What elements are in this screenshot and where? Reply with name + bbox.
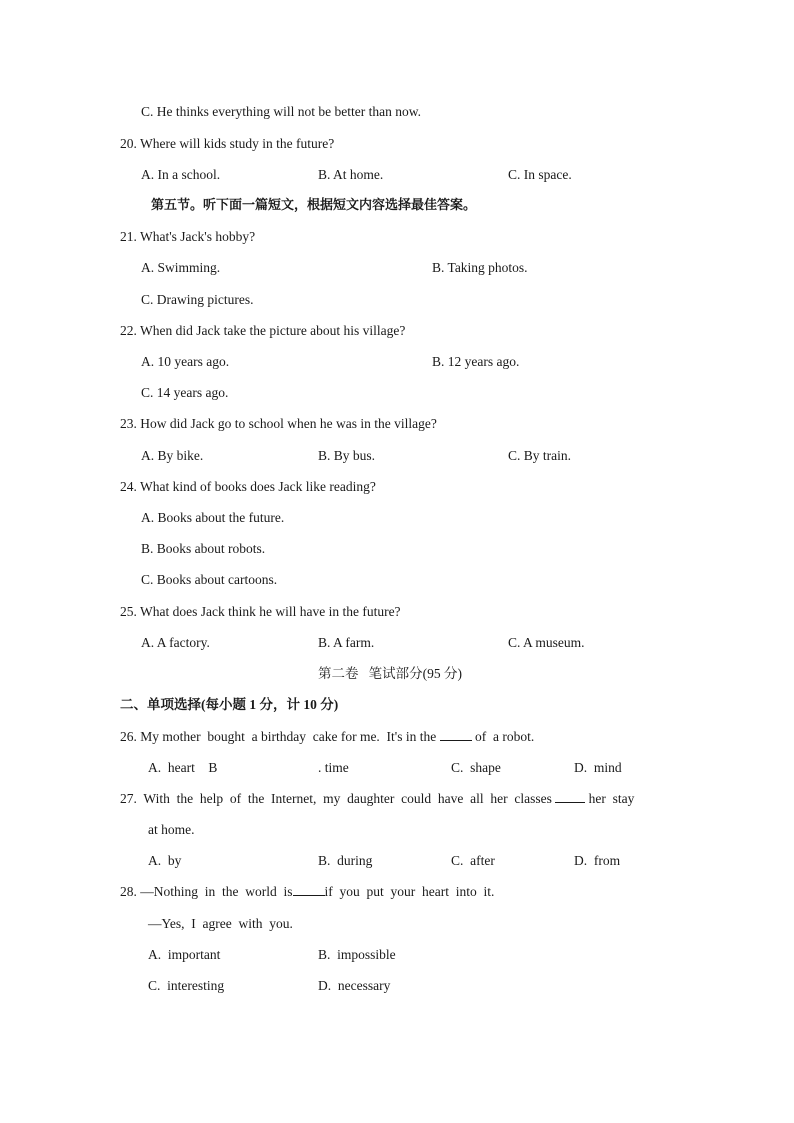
- q28-option-d: D. necessary: [318, 978, 391, 993]
- q26-option-c: C. shape: [451, 760, 501, 775]
- q25-option-c: C. A museum.: [508, 635, 585, 650]
- section2-heading: 二、单项选择(每小题 1 分，计 10 分): [120, 697, 339, 712]
- q22-option-a: A. 10 years ago.: [141, 354, 230, 369]
- q26-answer-blank: [440, 728, 472, 741]
- q28-option-b: B. impossible: [318, 947, 396, 962]
- q22-option-c: C. 14 years ago.: [141, 385, 229, 400]
- section5-heading: 第五节。听下面一篇短文，根据短文内容选择最佳答案。: [151, 198, 477, 213]
- q20-option-c: C. In space.: [508, 167, 572, 182]
- q28-question-start: 28. —Nothing in the world is: [120, 884, 293, 899]
- q24-option-b: B. Books about robots.: [141, 541, 266, 556]
- q25-question: 25. What does Jack think he will have in the future?: [120, 604, 401, 619]
- q28-answer-blank: [293, 883, 325, 896]
- q26-question-end: of a robot.: [471, 729, 535, 744]
- q28-reply: —Yes, I agree with you.: [148, 916, 293, 931]
- q19-option-c: C. He thinks everything will not be better than now.: [141, 104, 421, 119]
- q21-option-b: B. Taking photos.: [432, 260, 528, 275]
- q22-option-b: B. 12 years ago.: [432, 354, 520, 369]
- q21-option-c: C. Drawing pictures.: [141, 292, 254, 307]
- q27-option-d: D. from: [574, 853, 621, 868]
- q26-option-d: D. mind: [574, 760, 622, 775]
- q27-question-continued: at home.: [148, 822, 195, 837]
- q28-question: [120, 883, 494, 901]
- q24-question: 24. What kind of books does Jack like reading?: [120, 479, 376, 494]
- q28-option-c: C. interesting: [148, 978, 225, 993]
- q27-answer-blank: [555, 790, 585, 803]
- q23-option-c: C. By train.: [508, 448, 571, 463]
- q26-question: [120, 728, 534, 746]
- q20-option-b: B. At home.: [318, 167, 384, 182]
- q28-question-end: if you put your heart into it.: [324, 884, 495, 899]
- q23-option-a: A. By bike.: [141, 448, 204, 463]
- q24-option-a: A. Books about the future.: [141, 510, 285, 525]
- q23-option-b: B. By bus.: [318, 448, 376, 463]
- q20-option-a: A. In a school.: [141, 167, 221, 182]
- q27-question-start: 27. With the help of the Internet, my daughter could have all her classes: [120, 791, 556, 806]
- q23-question: 23. How did Jack go to school when he was in the village?: [120, 416, 437, 431]
- q27-question: [120, 790, 634, 808]
- q26-option-b-rest: . time: [318, 760, 349, 775]
- q27-option-b: B. during: [318, 853, 373, 868]
- q25-option-a: A. A factory.: [141, 635, 210, 650]
- q21-question: 21. What's Jack's hobby?: [120, 229, 256, 244]
- q20-question: 20. Where will kids study in the future?: [120, 136, 335, 151]
- q21-option-a: A. Swimming.: [141, 260, 221, 275]
- q22-question: 22. When did Jack take the picture about his village?: [120, 323, 406, 338]
- q28-option-a: A. important: [148, 947, 221, 962]
- part2-heading: 第二卷 笔试部分(95 分): [318, 666, 462, 681]
- q27-option-a: A. by: [148, 853, 182, 868]
- q25-option-b: B. A farm.: [318, 635, 375, 650]
- q26-option-a: A. heart B: [148, 760, 218, 775]
- q27-question-end: her stay: [585, 791, 635, 806]
- q24-option-c: C. Books about cartoons.: [141, 572, 278, 587]
- q27-option-c: C. after: [451, 853, 495, 868]
- q26-question-start: 26. My mother bought a birthday cake for me. It's in the: [120, 729, 440, 744]
